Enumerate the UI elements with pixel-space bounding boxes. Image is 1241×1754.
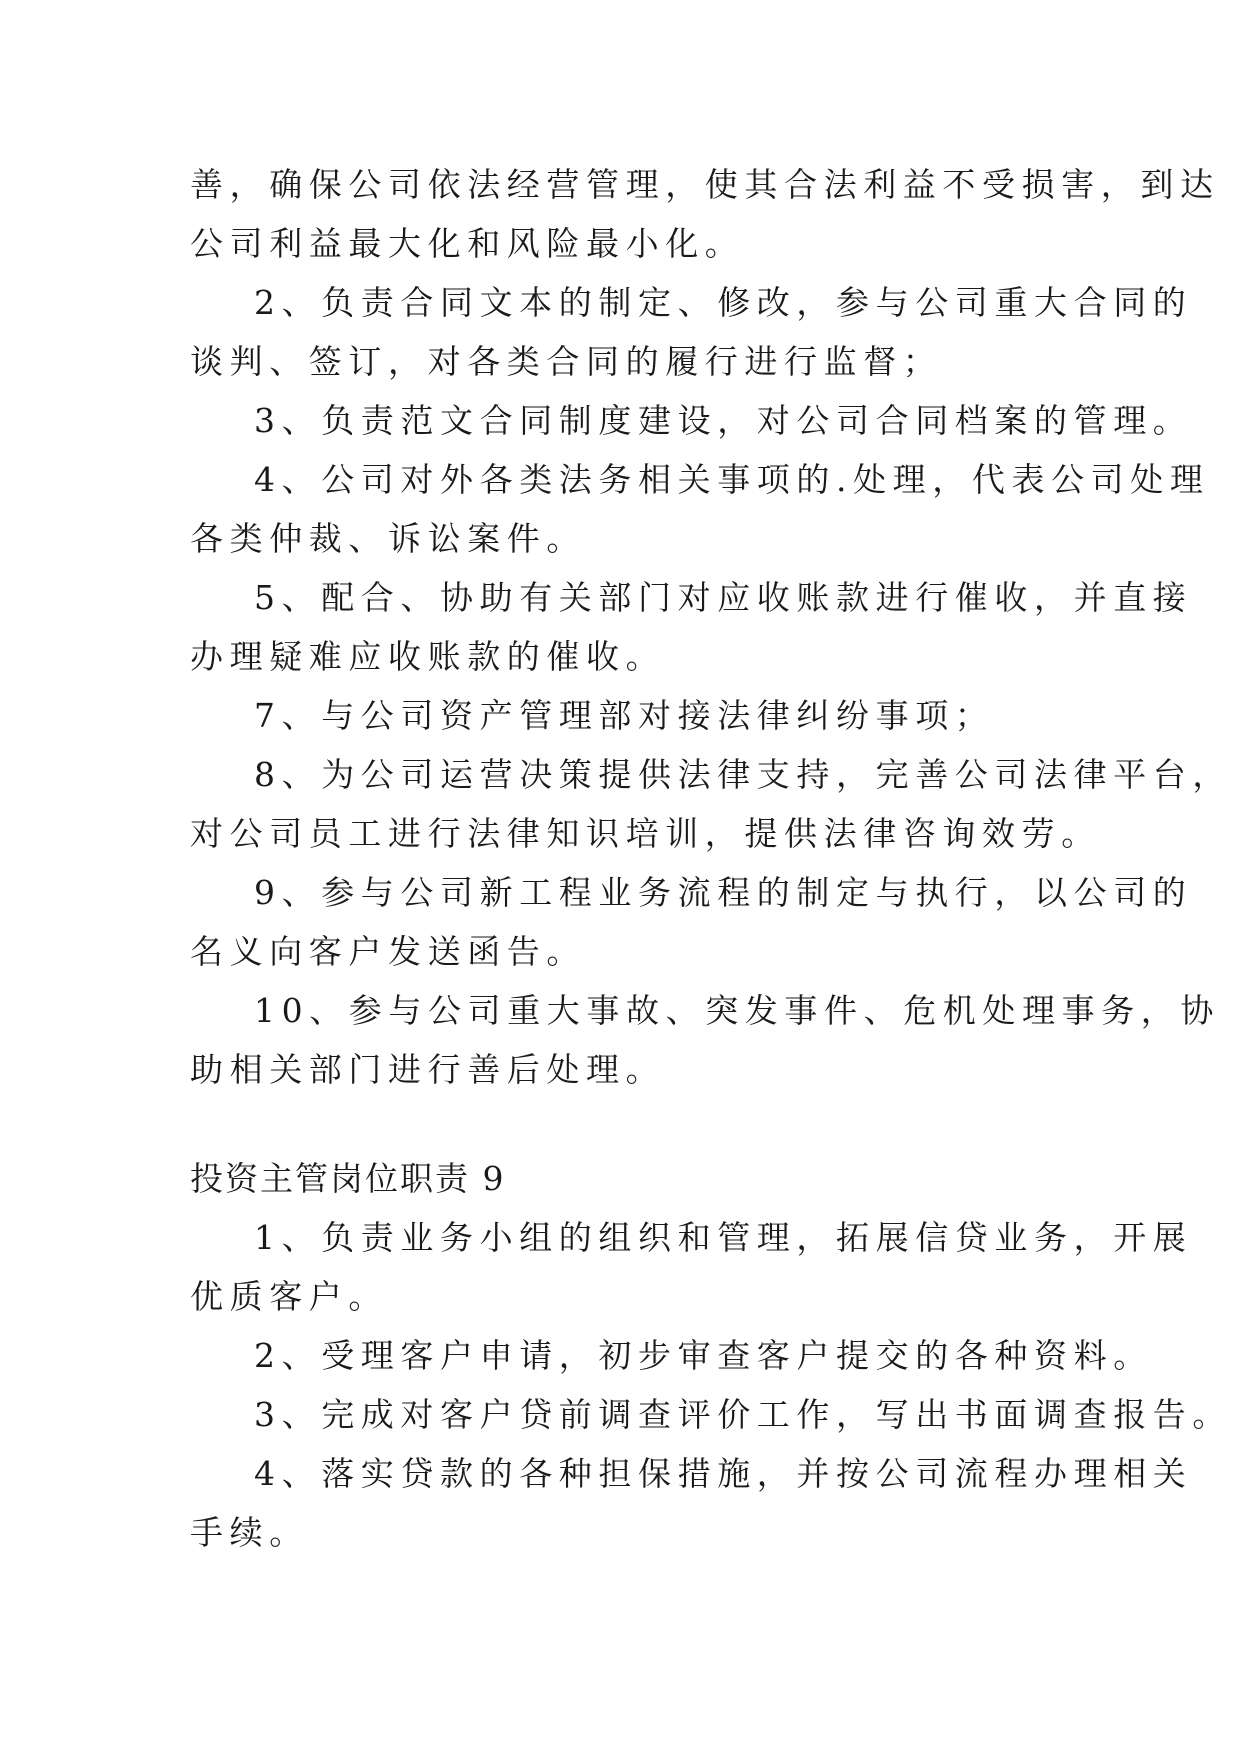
paragraph-line: 4、落实贷款的各种担保措施，并按公司流程办理相关 [254,1454,1193,1493]
paragraph-line: 4、公司对外各类法务相关事项的.处理，代表公司处理 [254,460,1210,499]
paragraph-line: 公司利益最大化和风险最小化。 [190,224,745,263]
paragraph-line: 10、参与公司重大事故、突发事件、危机处理事务，协 [254,991,1220,1030]
paragraph-line: 手续。 [190,1513,309,1552]
paragraph-line: 2、负责合同文本的制定、修改，参与公司重大合同的 [254,283,1193,322]
paragraph-line: 3、负责范文合同制度建设，对公司合同档案的管理。 [254,401,1193,440]
paragraph-line: 名义向客户发送函告。 [190,932,586,971]
paragraph-line: 3、完成对客户贷前调查评价工作，写出书面调查报告。 [254,1395,1232,1434]
paragraph-line: 对公司员工进行法律知识培训，提供法律咨询效劳。 [190,814,1101,853]
paragraph-line: 办理疑难应收账款的催收。 [190,637,666,676]
paragraph-line: 善，确保公司依法经营管理，使其合法利益不受损害，到达 [190,165,1220,204]
paragraph-line: 9、参与公司新工程业务流程的制定与执行，以公司的 [254,873,1193,912]
paragraph-line: 2、受理客户申请，初步审查客户提交的各种资料。 [254,1336,1153,1375]
paragraph-line: 谈判、签订，对各类合同的履行进行监督； [190,342,943,381]
paragraph-line: 各类仲裁、诉讼案件。 [190,519,586,558]
paragraph-line: 5、配合、协助有关部门对应收账款进行催收，并直接 [254,578,1193,617]
paragraph-line: 优质客户。 [190,1277,388,1316]
paragraph-line: 助相关部门进行善后处理。 [190,1050,666,1089]
paragraph-line: 8、为公司运营决策提供法律支持，完善公司法律平台， [254,755,1232,794]
paragraph-line: 7、与公司资产管理部对接法律纠纷事项； [254,696,995,735]
section-heading: 投资主管岗位职责 9 [190,1159,506,1198]
paragraph-line: 1、负责业务小组的组织和管理，拓展信贷业务，开展 [254,1218,1193,1257]
